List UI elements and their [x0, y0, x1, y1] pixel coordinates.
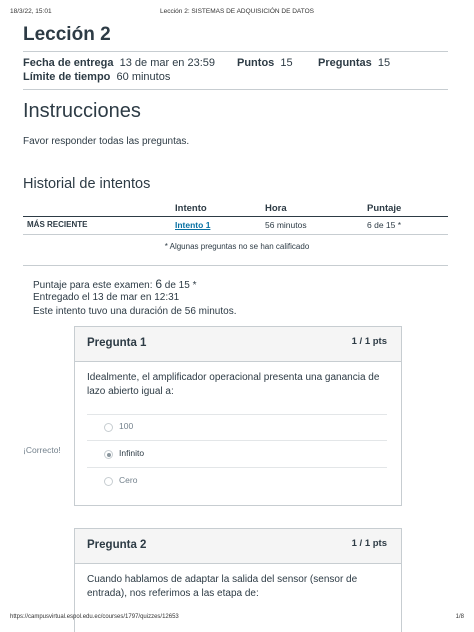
- score-value: 6: [155, 277, 162, 291]
- question-text: Cuando hablamos de adaptar la salida del sensor (sensor de entrada), nos referimos a las etapa de:: [87, 574, 358, 599]
- answer-label: Infinito: [119, 448, 145, 458]
- answer-divider: [87, 467, 387, 468]
- divider: [23, 51, 448, 52]
- print-title: Lección 2: SISTEMAS DE ADQUISICIÓN DE DATOS: [160, 8, 314, 15]
- score-suffix: de 15 *: [162, 280, 197, 291]
- submitted-info: Entregado el 13 de mar en 12:31: [33, 292, 180, 303]
- question-header: [75, 529, 401, 564]
- attempt-score: 6 de 15 *: [367, 220, 402, 230]
- page-number: 1/8: [455, 614, 464, 620]
- question-text: Idealmente, el amplificador operacional presenta una ganancia de lazo abierto igual a:: [87, 372, 380, 397]
- question-title: Pregunta 1: [87, 337, 147, 349]
- time-limit: [23, 71, 170, 83]
- points-value: 15: [280, 57, 293, 69]
- question-card: [74, 326, 402, 506]
- score-prefix: Puntaje para este examen:: [33, 280, 156, 291]
- answer-label: Cero: [119, 475, 138, 485]
- radio-button[interactable]: [104, 423, 113, 432]
- exam-score: [33, 277, 196, 291]
- column-header-attempt: Intento: [175, 203, 207, 214]
- instructions-text: Favor responder todas las preguntas.: [23, 136, 190, 147]
- answer-divider: [87, 440, 387, 441]
- print-url: https://campusvirtual.espol.edu.ec/courses/1797/quizzes/12653: [10, 614, 179, 620]
- question-points: 1 / 1 pts: [351, 336, 387, 347]
- table-header-rule: [23, 216, 448, 217]
- column-header-score: Puntaje: [367, 203, 402, 214]
- print-header: [10, 8, 464, 20]
- instructions-heading: Instrucciones: [23, 100, 141, 122]
- answer-option[interactable]: [87, 471, 387, 495]
- due-date-value: 13 de mar en 23:59: [119, 57, 216, 69]
- radio-button[interactable]: [104, 477, 113, 486]
- attempt-link[interactable]: Intento 1: [175, 220, 211, 230]
- row-label: MÁS RECIENTE: [27, 220, 88, 229]
- divider: [23, 234, 448, 235]
- answer-option[interactable]: [87, 417, 387, 441]
- history-note: * Algunas preguntas no se han calificado: [164, 242, 310, 251]
- points-label: Puntos: [237, 57, 275, 69]
- duration-info: Este intento tuvo una duración de 56 minutos.: [33, 306, 237, 317]
- history-heading: Historial de intentos: [23, 176, 151, 192]
- question-header: [75, 327, 401, 362]
- answer-option-selected[interactable]: [87, 444, 387, 468]
- column-header-time: Hora: [265, 203, 287, 214]
- due-date-label: Fecha de entrega: [23, 57, 114, 69]
- question-title: Pregunta 2: [87, 539, 147, 551]
- answer-divider: [87, 414, 387, 415]
- print-footer: [10, 614, 464, 624]
- time-limit-label: Límite de tiempo: [23, 71, 111, 83]
- due-date: [23, 57, 215, 69]
- print-date: 18/3/22, 15:01: [10, 8, 52, 15]
- page-title: Lección 2: [23, 24, 111, 45]
- divider: [23, 265, 448, 266]
- divider: [23, 89, 448, 90]
- question-points: 1 / 1 pts: [351, 538, 387, 549]
- correct-flag: ¡Correcto!: [23, 445, 61, 455]
- questions-info: [318, 57, 390, 69]
- answer-label: 100: [119, 421, 134, 431]
- points-info: [237, 57, 293, 69]
- radio-button-selected[interactable]: [104, 450, 113, 459]
- questions-value: 15: [377, 57, 391, 69]
- questions-label: Preguntas: [318, 57, 372, 69]
- attempt-time: 56 minutos: [265, 220, 307, 230]
- time-limit-value: 60 minutos: [116, 71, 171, 83]
